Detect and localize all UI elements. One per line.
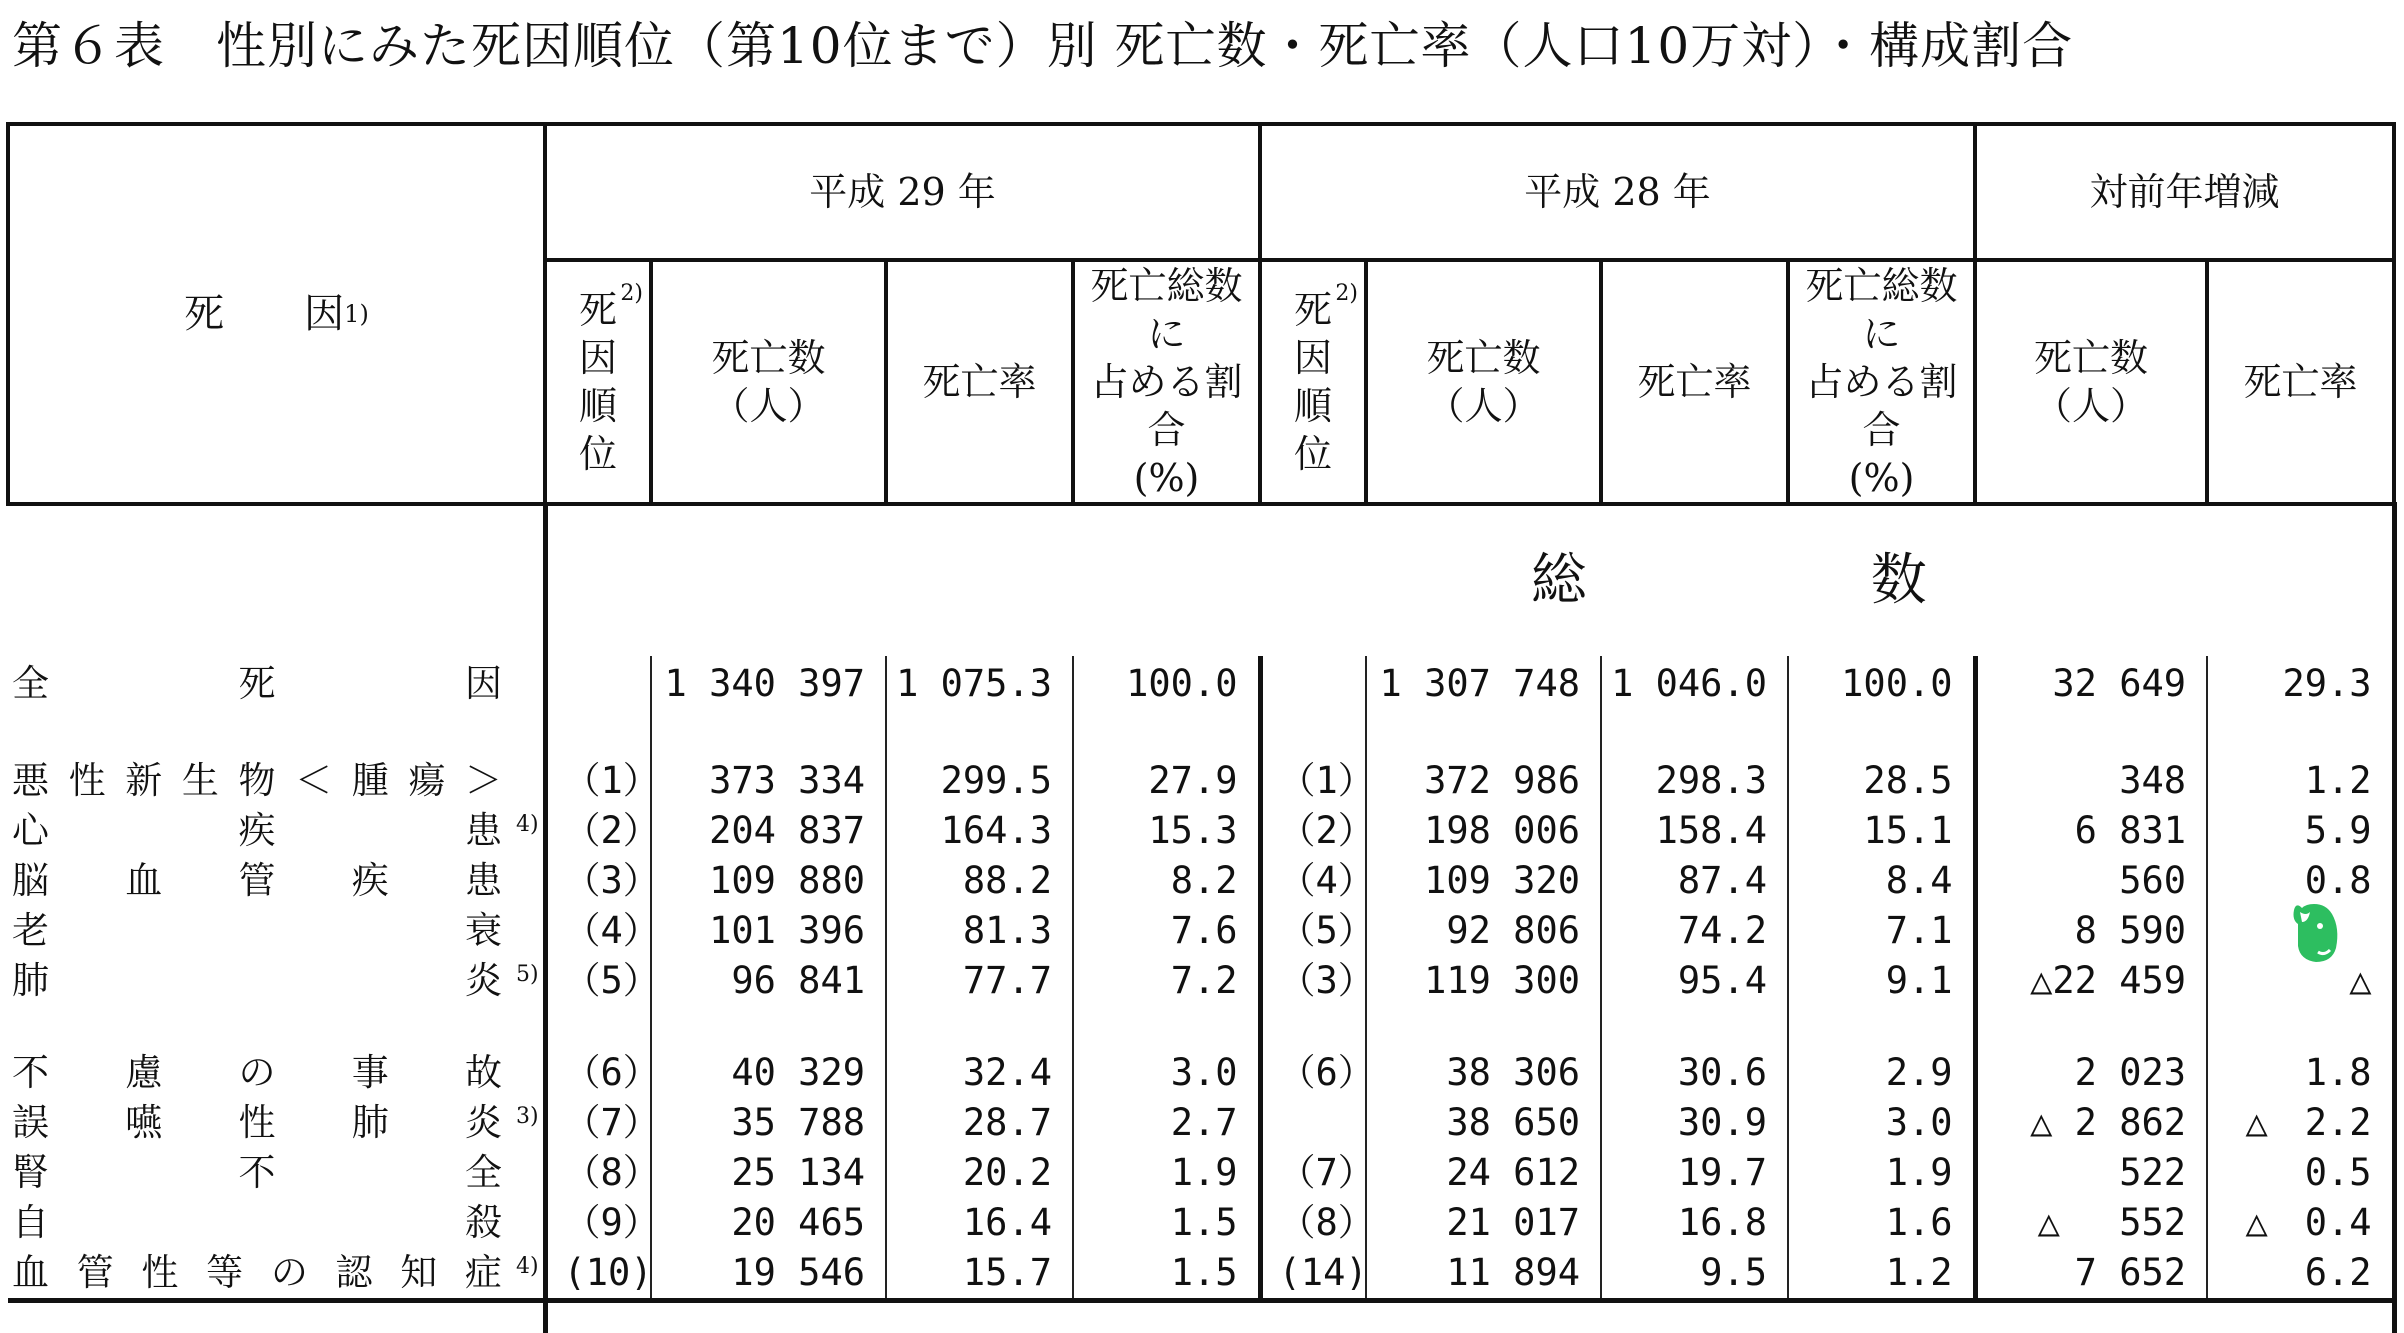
deaths-header-h29: 死亡数 （人） xyxy=(651,260,886,504)
cell-h29-share: 2.7 xyxy=(1073,1098,1260,1148)
cause-name: 血 管 性 等 の 認 知 症 4) xyxy=(8,1248,545,1301)
table-row xyxy=(8,1098,2394,1148)
cell-h29-rank: （8） xyxy=(563,1151,660,1194)
cell-h28-rate: 87.4 xyxy=(1601,856,1788,906)
cell-h29-rate: 28.7 xyxy=(886,1098,1073,1148)
cell-h29-rank: （9） xyxy=(563,1201,660,1244)
cell-h29-deaths: 25 134 xyxy=(651,1148,886,1198)
table-row xyxy=(8,806,2394,856)
cell-h29-rank: （3） xyxy=(563,859,660,902)
cell-h29-share: 8.2 xyxy=(1073,856,1260,906)
cell-h29-rank: （2） xyxy=(563,809,660,852)
cell-chg-deaths: 6 831 xyxy=(1975,806,2207,856)
cell-h29-rate: 15.7 xyxy=(886,1248,1073,1301)
cell-h28-share: 9.1 xyxy=(1788,956,1975,1006)
cell-chg-deaths: 348 xyxy=(1975,756,2207,806)
cell-h28-share: 15.1 xyxy=(1788,806,1975,856)
cell-chg-rate: △ xyxy=(2207,956,2394,1006)
cell-h29-rank: (10) xyxy=(563,1251,653,1294)
cell-chg-deaths: 2 023 xyxy=(1975,1048,2207,1098)
share-header-h28: 死亡総数に 占める割合 (%) xyxy=(1788,260,1975,504)
cell-chg-deaths: 7 652 xyxy=(1975,1248,2207,1301)
year-h28-header: 平成 28 年 xyxy=(1260,124,1975,260)
cell-chg-rate: 1.2 xyxy=(2207,756,2394,806)
cause-name: 自 殺 xyxy=(8,1198,545,1248)
cell-h29-share: 15.3 xyxy=(1073,806,1260,856)
cell-h28-rank: （6） xyxy=(1260,1048,1366,1098)
cell-chg-rate: 0.5 xyxy=(2207,1148,2394,1198)
cell-h28-rate: 9.5 xyxy=(1601,1248,1788,1301)
cell-h28-deaths: 119 300 xyxy=(1366,956,1601,1006)
cell-h29-rate: 20.2 xyxy=(886,1148,1073,1198)
cell-h29-deaths: 40 329 xyxy=(651,1048,886,1098)
cell-chg-deaths: △22 459 xyxy=(1975,956,2207,1006)
cell-h29-deaths: 35 788 xyxy=(651,1098,886,1148)
table-row xyxy=(8,1198,2394,1248)
cell-h28-share: 1.6 xyxy=(1788,1198,1975,1248)
cause-name: 脳 血 管 疾 患 xyxy=(8,856,545,906)
cell-h28-rank: （4） xyxy=(1260,856,1366,906)
cell-h28-deaths: 198 006 xyxy=(1366,806,1601,856)
cell-chg-rate: △ 2.2 xyxy=(2207,1098,2394,1148)
cell-h28-share: 1.9 xyxy=(1788,1148,1975,1198)
cell-h29-rate: 299.5 xyxy=(886,756,1073,806)
cell-h29-rate: 16.4 xyxy=(886,1198,1073,1248)
cell-h28-share: 1.2 xyxy=(1788,1248,1975,1301)
cell-h29-share: 1.9 xyxy=(1073,1148,1260,1198)
cause-header: 死 因$^{1)}$ xyxy=(8,124,545,504)
cell-h29-share: 27.9 xyxy=(1073,756,1260,806)
cell-h29-rate: 32.4 xyxy=(886,1048,1073,1098)
cell-h28-deaths: 24 612 xyxy=(1366,1148,1601,1198)
cell-h29-deaths: 20 465 xyxy=(651,1198,886,1248)
cell-chg-deaths: △ 2 862 xyxy=(1975,1098,2207,1148)
cell-chg-deaths: 8 590 xyxy=(1975,906,2207,956)
table-row xyxy=(8,1148,2394,1198)
cell-h28-rate: 298.3 xyxy=(1601,756,1788,806)
cell-chg-deaths: 560 xyxy=(1975,856,2207,906)
cell-h29-rate: 81.3 xyxy=(886,906,1073,956)
rate-header-h28: 死亡率 xyxy=(1601,260,1788,504)
cell-h29-share: 1.5 xyxy=(1073,1198,1260,1248)
table-title: 第６表 性別にみた死因順位（第10位まで）別 死亡数・死亡率（人口10万対）・構成割合 xyxy=(12,17,2074,75)
change-deaths-header: 死亡数 （人） xyxy=(1975,260,2207,504)
cell-h28-rank xyxy=(1260,1098,1366,1148)
table-row xyxy=(8,1248,2394,1301)
cell-h28-rank: （7） xyxy=(1260,1148,1366,1198)
cell-h29-rank: （5） xyxy=(563,959,660,1002)
cell-h28-deaths: 38 306 xyxy=(1366,1048,1601,1098)
mortality-table xyxy=(6,122,2397,1333)
cell-h28-rate: 30.6 xyxy=(1601,1048,1788,1098)
rank-header-h29: 死 因 順 位 2) xyxy=(545,260,651,504)
change-rate-header: 死亡率 xyxy=(2207,260,2394,504)
cell-h29-deaths: 96 841 xyxy=(651,956,886,1006)
cell-h28-deaths: 372 986 xyxy=(1366,756,1601,806)
cell-h28-share: 8.4 xyxy=(1788,856,1975,906)
cell-h28-rate: 95.4 xyxy=(1601,956,1788,1006)
cell-h28-deaths: 11 894 xyxy=(1366,1248,1601,1301)
cell-h29-deaths: 204 837 xyxy=(651,806,886,856)
cell-chg-deaths: 522 xyxy=(1975,1148,2207,1198)
cell-h28-share: 7.1 xyxy=(1788,906,1975,956)
cell-h28-rate: 158.4 xyxy=(1601,806,1788,856)
table-row xyxy=(8,906,2394,956)
cell-h29-rate: 164.3 xyxy=(886,806,1073,856)
cell-h28-deaths: 21 017 xyxy=(1366,1198,1601,1248)
change-header: 対前年増減 xyxy=(1975,124,2394,260)
cause-name: 悪 性 新 生 物 ＜ 腫 瘍 ＞ xyxy=(8,756,545,806)
table-row xyxy=(8,856,2394,906)
cell-h29-rank: （6） xyxy=(563,1051,660,1094)
share-header-h29: 死亡総数に 占める割合 (%) xyxy=(1073,260,1260,504)
cell-h28-deaths: 38 650 xyxy=(1366,1098,1601,1148)
cell-h29-share: 1.5 xyxy=(1073,1248,1260,1301)
cell-h29-share: 7.6 xyxy=(1073,906,1260,956)
cell-h29-share: 3.0 xyxy=(1073,1048,1260,1098)
section-label: 総 数 xyxy=(545,504,2394,656)
year-h29-header: 平成 29 年 xyxy=(545,124,1260,260)
cell-h28-rank: (14) xyxy=(1260,1248,1366,1301)
cause-name: 腎 不 全 xyxy=(8,1148,545,1198)
rank-header-h28: 死 因 順 位 2) xyxy=(1260,260,1366,504)
total-row: 全 死 因 1 340 397 1 075.3 100.0 1 307 748 1 046.0 100.0 32 649 29.3 xyxy=(8,656,2394,712)
rate-header-h29: 死亡率 xyxy=(886,260,1073,504)
section-row xyxy=(8,504,2394,656)
cell-h28-deaths: 92 806 xyxy=(1366,906,1601,956)
cause-name: 肺 炎 5) xyxy=(8,956,545,1006)
cell-h28-rank: （2） xyxy=(1260,806,1366,856)
cell-h29-rate: 88.2 xyxy=(886,856,1073,906)
cell-h29-deaths: 19 546 xyxy=(651,1248,886,1301)
cell-h28-rank: （5） xyxy=(1260,906,1366,956)
cell-h28-rate: 19.7 xyxy=(1601,1148,1788,1198)
cell-h28-share: 2.9 xyxy=(1788,1048,1975,1098)
cell-h28-rate: 74.2 xyxy=(1601,906,1788,956)
cell-h28-rate: 16.8 xyxy=(1601,1198,1788,1248)
cell-chg-rate: 1.8 xyxy=(2207,1048,2394,1098)
cell-chg-rate: 0.8 xyxy=(2207,856,2394,906)
cell-h28-deaths: 109 320 xyxy=(1366,856,1601,906)
cause-name: 誤 嚥 性 肺 炎 3) xyxy=(8,1098,545,1148)
evernote-elephant-icon[interactable] xyxy=(2292,898,2340,964)
cell-h29-rank: （1） xyxy=(563,759,660,802)
cell-h29-rank: （4） xyxy=(563,909,660,952)
cell-h29-deaths: 101 396 xyxy=(651,906,886,956)
cause-name: 不 慮 の 事 故 xyxy=(8,1048,545,1098)
cell-h29-share: 7.2 xyxy=(1073,956,1260,1006)
cell-h29-deaths: 373 334 xyxy=(651,756,886,806)
cell-h28-share: 28.5 xyxy=(1788,756,1975,806)
cell-h28-rank: （3） xyxy=(1260,956,1366,1006)
table-row xyxy=(8,756,2394,806)
table-row xyxy=(8,956,2394,1006)
cell-h28-rate: 30.9 xyxy=(1601,1098,1788,1148)
cell-h28-rank: （8） xyxy=(1260,1198,1366,1248)
cause-name: 老 衰 xyxy=(8,906,545,956)
cell-h28-rank: （1） xyxy=(1260,756,1366,806)
cell-chg-rate: 6.2 xyxy=(2207,1248,2394,1301)
cell-chg-rate: 5.9 xyxy=(2207,806,2394,856)
cell-chg-rate: △ 0.4 xyxy=(2207,1198,2394,1248)
table-row xyxy=(8,1048,2394,1098)
cell-h29-deaths: 109 880 xyxy=(651,856,886,906)
cell-h29-rank: （7） xyxy=(563,1101,660,1144)
cell-h28-share: 3.0 xyxy=(1788,1098,1975,1148)
cell-h29-rate: 77.7 xyxy=(886,956,1073,1006)
cause-name: 心 疾 患 4) xyxy=(8,806,545,856)
deaths-header-h28: 死亡数 （人） xyxy=(1366,260,1601,504)
cell-chg-deaths: △ 552 xyxy=(1975,1198,2207,1248)
